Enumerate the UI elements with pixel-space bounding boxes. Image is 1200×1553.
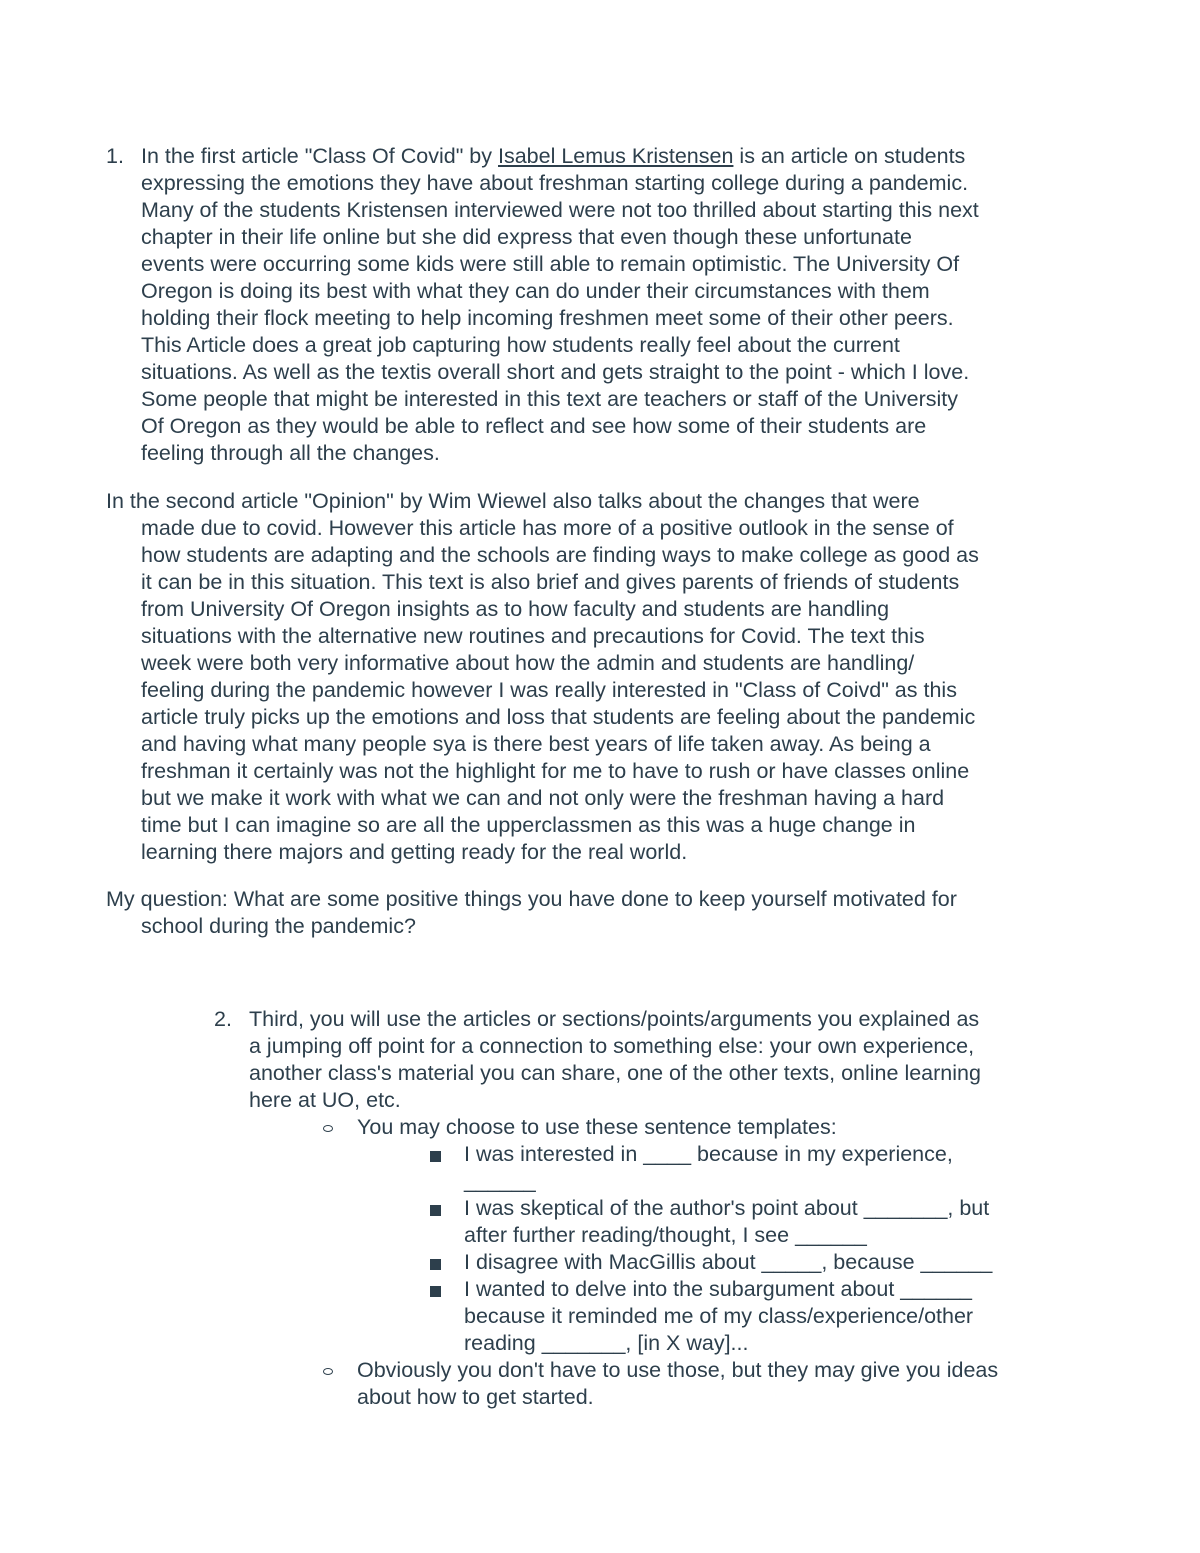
text-line: learning there majors and getting ready for the real world. — [141, 840, 688, 864]
text-line: holding their flock meeting to help incoming freshmen meet some of their other peers. — [141, 306, 954, 330]
hollow-circle-bullet-icon — [323, 1125, 333, 1132]
text-line: I was skeptical of the author's point about _______, but — [464, 1196, 990, 1220]
item-1-intro-tail: is an article on students — [733, 144, 966, 168]
item-1-first-line — [141, 143, 979, 170]
item-1-paragraph — [141, 143, 979, 467]
hollow-circle-bullet-icon — [323, 1368, 333, 1375]
text-line: article truly picks up the emotions and loss that students are feeling about the pandemic — [141, 705, 976, 729]
text-line: events were occurring some kids were still able to remain optimistic. The University Of — [141, 252, 960, 276]
square-bullet-icon — [430, 1259, 441, 1270]
text-line: week were both very informative about how the admin and students are handling/ — [141, 651, 915, 675]
text-line: Some people that might be interested in this text are teachers or staff of the University — [141, 387, 959, 411]
text-line: how students are adapting and the schools are finding ways to make college as good as — [141, 543, 979, 567]
author-link[interactable]: Isabel Lemus Kristensen — [498, 144, 734, 168]
text-line: I disagree with MacGillis about _____, because ______ — [464, 1250, 993, 1274]
text-line: ______ — [464, 1169, 536, 1193]
text-line: This Article does a great job capturing how students really feel about the current — [141, 333, 900, 357]
template-item-3 — [464, 1249, 992, 1276]
text-line: I wanted to delve into the subargument about ______ — [464, 1277, 973, 1301]
text-line: school during the pandemic? — [141, 914, 416, 938]
text-line: reading _______, [in X way]... — [464, 1331, 749, 1355]
text-line: situations. As well as the textis overall short and gets straight to the point - which I love. — [141, 360, 970, 384]
text-line: about how to get started. — [357, 1385, 594, 1409]
text-line: it can be in this situation. This text is also brief and gives parents of friends of students — [141, 570, 960, 594]
text-line: after further reading/thought, I see ______ — [464, 1223, 867, 1247]
text-line: made due to covid. However this article has more of a positive outlook in the sense of — [141, 516, 954, 540]
sub-bullet-note — [357, 1357, 998, 1411]
item-1-intro-text: In the first article "Class Of Covid" by — [141, 144, 498, 168]
text-line: because it reminded me of my class/experience/other — [464, 1304, 974, 1328]
item-2-paragraph — [249, 1006, 981, 1114]
square-bullet-icon — [430, 1286, 441, 1297]
question-paragraph — [106, 886, 957, 913]
second-article-paragraph — [106, 488, 920, 515]
text-line: feeling during the pandemic however I was really interested in "Class of Coivd" as this — [141, 678, 957, 702]
text-line: here at UO, etc. — [249, 1088, 401, 1112]
text-line: Oregon is doing its best with what they can do under their circumstances with them — [141, 279, 930, 303]
text-line: I was interested in ____ because in my experience, — [464, 1142, 953, 1166]
text-line: Obviously you don't have to use those, but they may give you ideas — [357, 1358, 999, 1382]
square-bullet-icon — [430, 1205, 441, 1216]
second-article-paragraph-continued — [141, 515, 979, 866]
list-number-2: 2. — [214, 1007, 232, 1031]
text-line: a jumping off point for a connection to something else: your own experience, — [249, 1034, 975, 1058]
template-item-4 — [464, 1276, 973, 1357]
text-line: Third, you will use the articles or sections/points/arguments you explained as — [249, 1007, 980, 1031]
text-line: freshman it certainly was not the highlight for me to have to rush or have classes online — [141, 759, 970, 783]
text-line: situations with the alternative new routines and precautions for Covid. The text this — [141, 624, 925, 648]
text-line: time but I can imagine so are all the upperclassmen as this was a huge change in — [141, 813, 916, 837]
text-line: from University Of Oregon insights as to how faculty and students are handling — [141, 597, 890, 621]
question-paragraph-continued — [141, 913, 416, 940]
text-line: You may choose to use these sentence templates: — [357, 1115, 837, 1139]
list-number-1: 1. — [106, 144, 124, 168]
text-line: but we make it work with what we can and not only were the freshman having a hard — [141, 786, 945, 810]
sub-bullet-templates-intro — [357, 1114, 837, 1141]
text-line: Many of the students Kristensen interviewed were not too thrilled about starting this next — [141, 198, 979, 222]
text-line: chapter in their life online but she did express that even though these unfortunate — [141, 225, 912, 249]
text-line: another class's material you can share, one of the other texts, online learning — [249, 1061, 981, 1085]
template-item-1 — [464, 1141, 953, 1195]
template-item-2 — [464, 1195, 989, 1249]
text-line: Of Oregon as they would be able to reflect and see how some of their students are — [141, 414, 927, 438]
text-line: My question: What are some positive things you have done to keep yourself motivated for — [106, 887, 957, 911]
text-line: In the second article "Opinion" by Wim Wiewel also talks about the changes that were — [106, 489, 920, 513]
square-bullet-icon — [430, 1151, 441, 1162]
text-line: expressing the emotions they have about freshman starting college during a pandemic. — [141, 171, 969, 195]
text-line: and having what many people sya is there best years of life taken away. As being a — [141, 732, 931, 756]
text-line: feeling through all the changes. — [141, 441, 440, 465]
